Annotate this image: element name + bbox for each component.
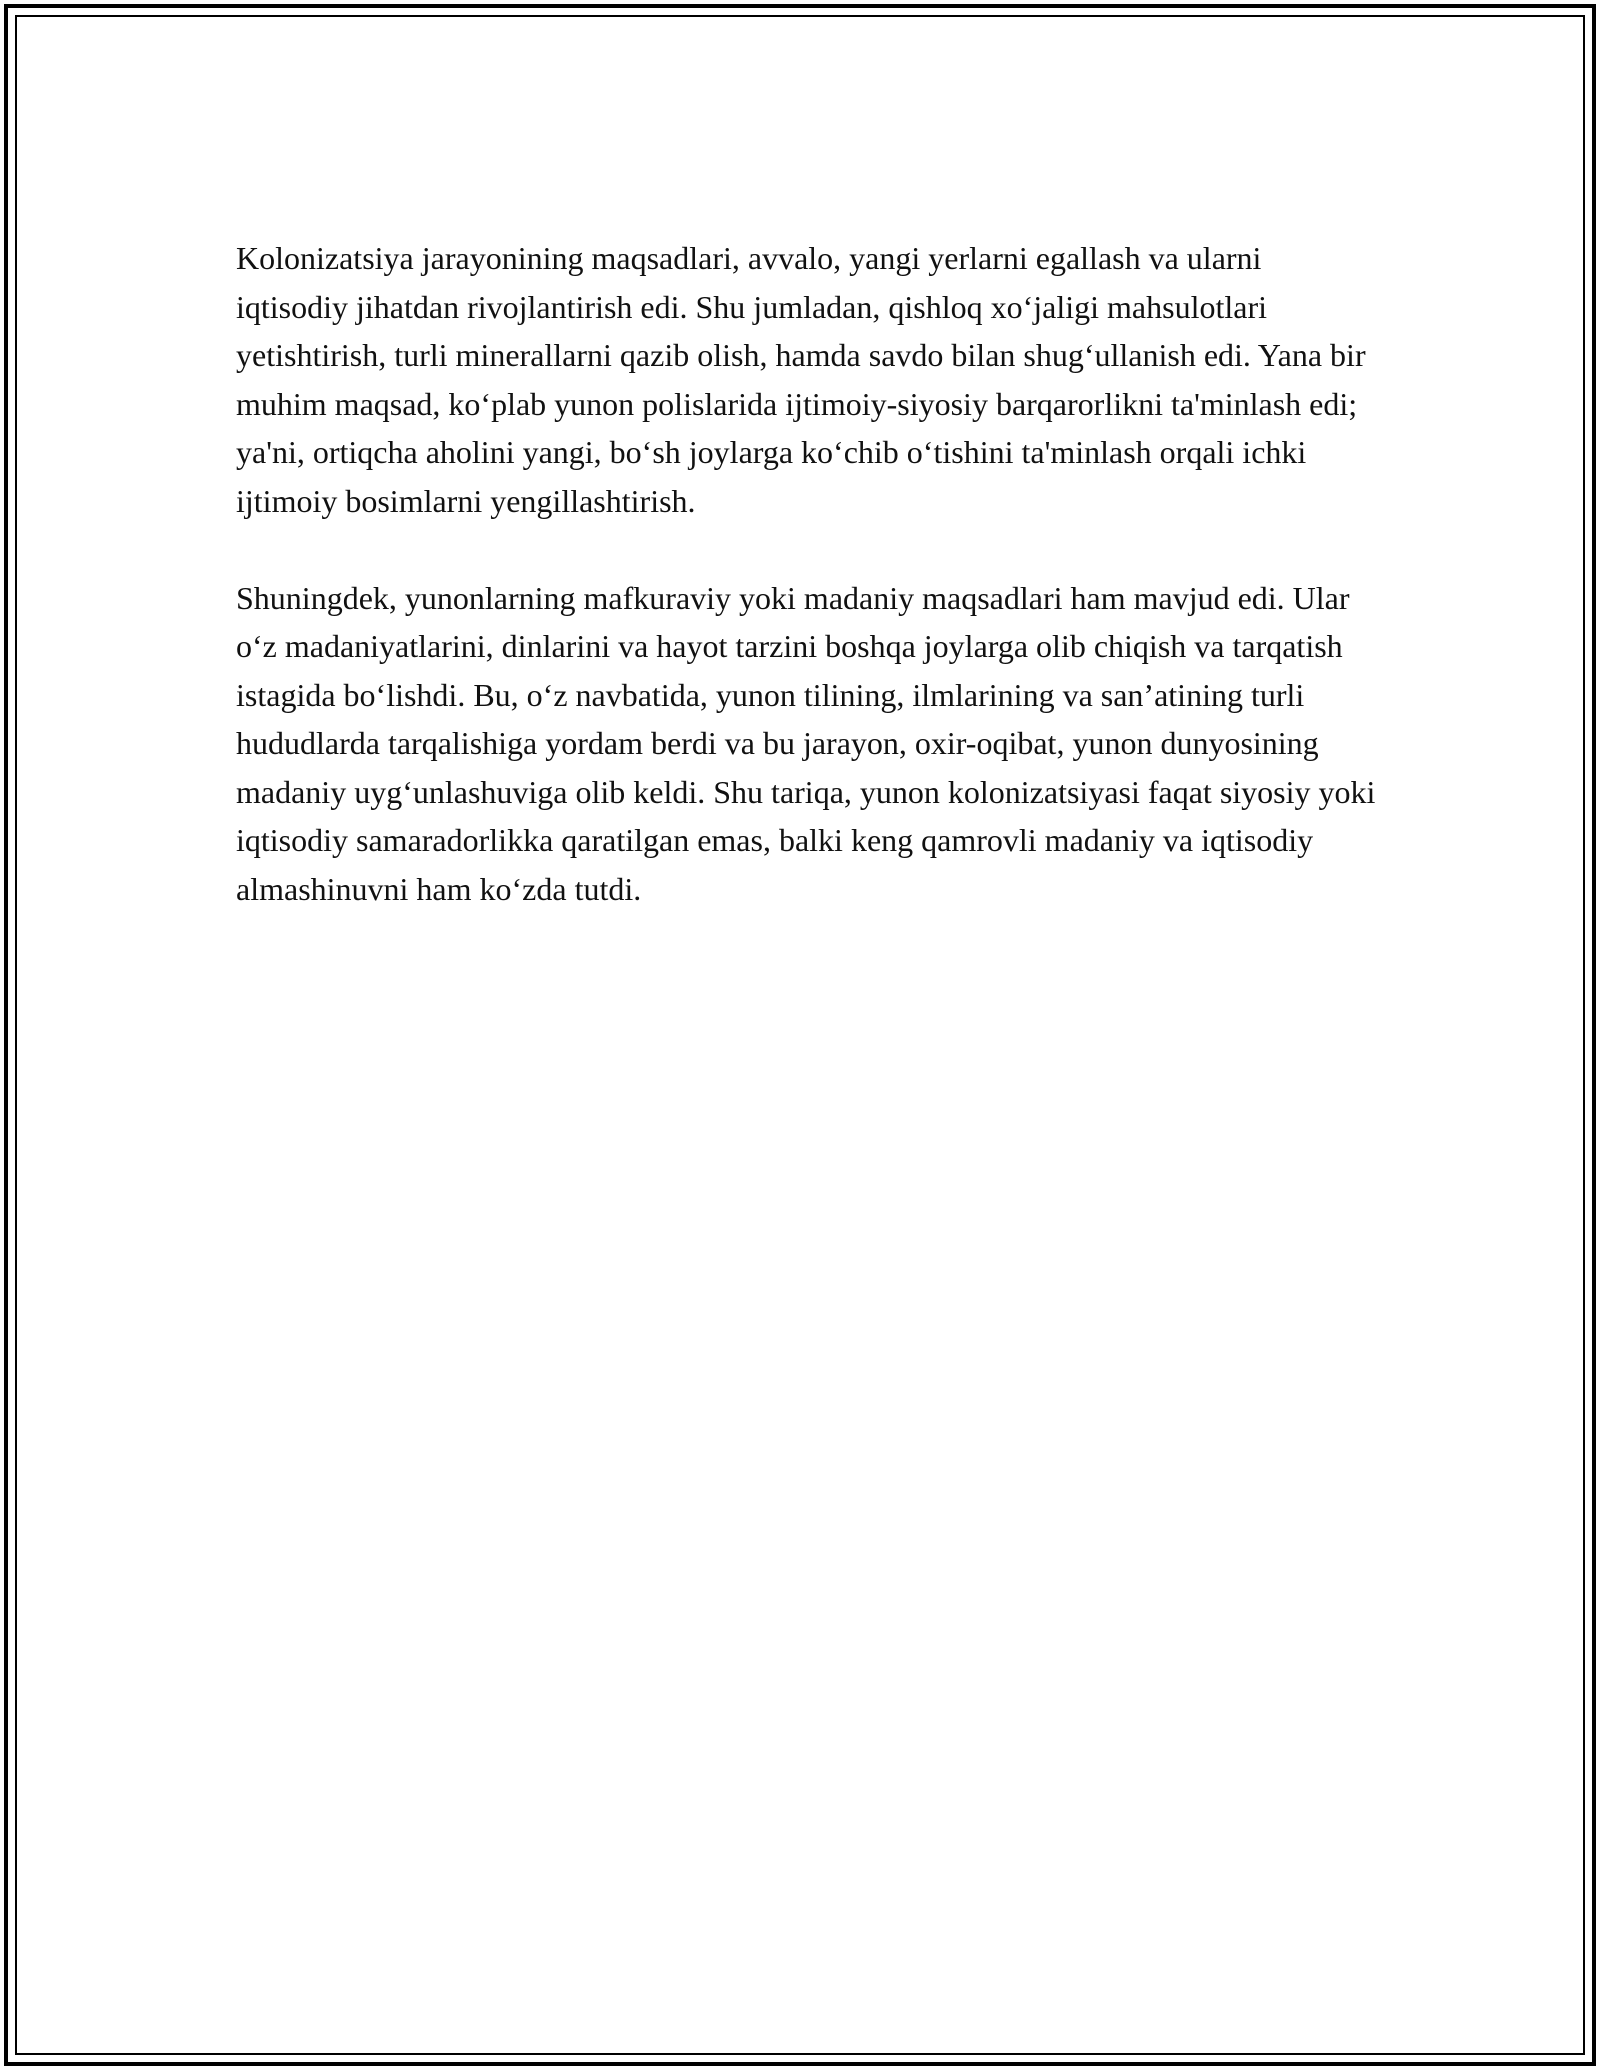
- paragraph-1: Kolonizatsiya jarayonining maqsadlari, avvalo, yangi yerlarni egallash va ularni iqtisodiy jihatdan rivojlantirish edi. Shu jumladan, qishloq xo‘jaligi mahsulotlari yetishtirish, turli minerallarni qazib olish, hamda savdo bilan shug‘ullanish edi. Yana bir muhim maqsad, ko‘plab yunon polislarida ijtimoiy-siyosiy barqarorlikni ta'minlash edi; ya'ni, ortiqcha aholini yangi, bo‘sh joylarga ko‘chib o‘tishini ta'minlash orqali ichki ijtimoiy bosimlarni yengillashtirish.: [236, 240, 1366, 519]
- paragraph-2: Shuningdek, yunonlarning mafkuraviy yoki madaniy maqsadlari ham mavjud edi. Ular o‘z madaniyatlarini, dinlarini va hayot tarzini boshqa joylarga olib chiqish va tarqatish istagida bo‘lishdi. Bu, o‘z navbatida, yunon tilining, ilmlarining va san’atining turli hududlarda tarqalishiga yordam berdi va bu jarayon, oxir-oqibat, yunon dunyosining madaniy uyg‘unlashuviga olib keldi. Shu tariqa, yunon kolonizatsiyasi faqat siyosiy yoki iqtisodiy samaradorlikka qaratilgan emas, balki keng qamrovli madaniy va iqtisodiy almashinuvni ham ko‘zda tutdi.: [236, 579, 1376, 907]
- document-body: [236, 234, 1376, 962]
